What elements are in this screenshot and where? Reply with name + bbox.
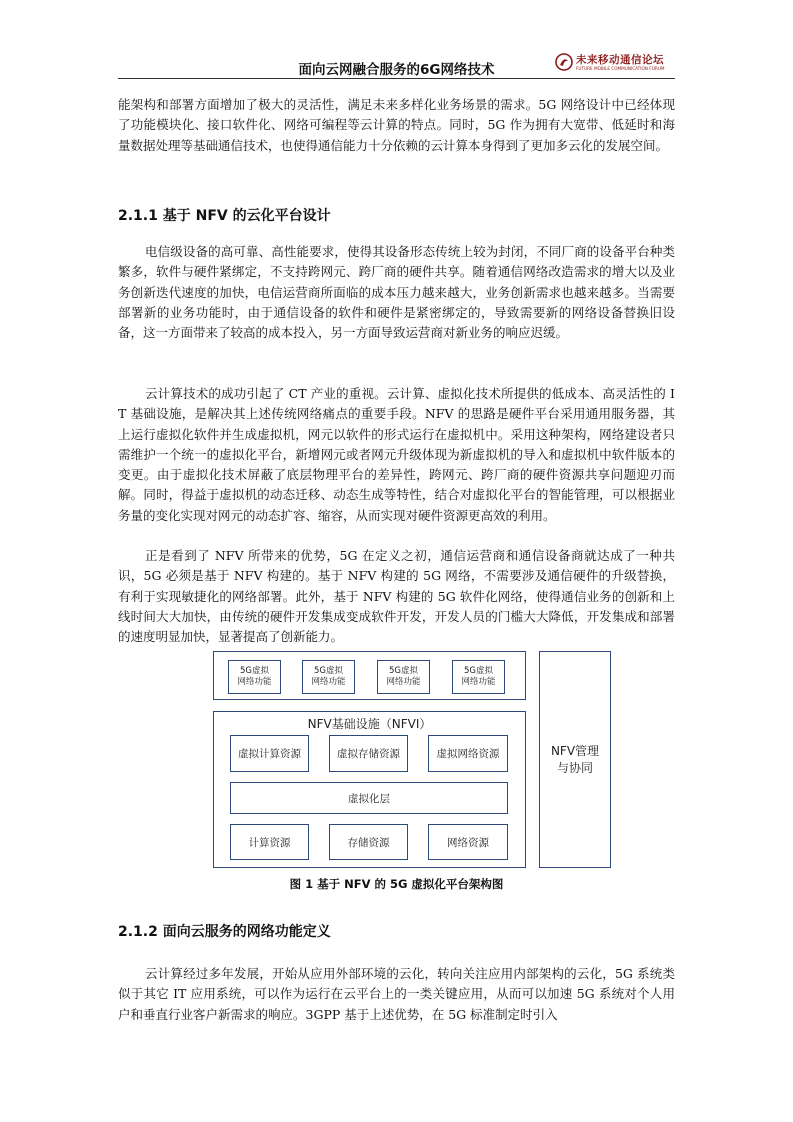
vnf-box: 5G虚拟 网络功能: [452, 660, 505, 694]
page-header: [118, 50, 675, 79]
vnf-box: 5G虚拟 网络功能: [377, 660, 430, 694]
virtualization-layer-box: 虚拟化层: [230, 782, 508, 814]
network-resource-box: 网络资源: [428, 824, 508, 860]
paragraph-4: 云计算经过多年发展，开始从应用外部环境的云化，转向关注应用内部架构的云化，5G 系统类似于其它 IT 应用系统，可以作为运行在云平台上的一类关键应用，从而可以加速 5G 系统对个人用户和垂直行业客户新需求的响应。3GPP 基于上述优势，在 5G 标准制定时引入: [118, 966, 675, 1022]
forum-logo-subtext: FUTURE MOBILE COMMUNICATION FORUM: [576, 66, 665, 71]
intro-paragraph: 能架构和部署方面增加了极大的灵活性，满足未来多样化业务场景的需求。5G 网络设计中已经体现了功能模块化、接口软件化、网络可编程等云计算的特点。同时，5G 作为拥有大宽带、低延时和海量数据处理等基础通信技术，也使得通信能力十分依赖的云计算本身得到了更加多云化的发展空间。: [118, 97, 675, 153]
forum-logo: [555, 50, 675, 76]
section-heading-2-1-1: 2.1.1 基于 NFV 的云化平台设计: [118, 208, 331, 224]
paragraph-2: 云计算技术的成功引起了 CT 产业的重视。云计算、虚拟化技术所提供的低成本、高灵活性的 IT 基础设施，是解决其上述传统网络痛点的重要手段。NFV 的思路是硬件平台采用通用服务器，其上运行虚拟化软件并生成虚拟机，网元以软件的形式运行在虚拟机中。采用这种架构，网络建设者只需维护一个统一的虚拟化平台，新增网元或者网元升级体现为新虚拟机的导入和虚拟机中软件版本的变更。由于虚拟化技术屏蔽了底层物理平台的差异性，跨网元、跨厂商的硬件资源共享问题迎刃而解。同时，得益于虚拟机的动态迁移、动态生成等特性，结合对虚拟化平台的智能管理，可以根据业务量的变化实现对网元的动态扩容、缩容，从而实现对硬件资源更高效的利用。: [118, 386, 675, 523]
header-title: 面向云网融合服务的6G网络技术: [298, 62, 495, 78]
storage-resource-box: 存储资源: [329, 824, 408, 860]
nfv-mano-box: NFV管理 与协同: [539, 651, 611, 868]
virtual-storage-box: 虚拟存储资源: [329, 735, 408, 772]
compute-resource-box: 计算资源: [230, 824, 309, 860]
forum-logo-text: 未来移动通信论坛: [576, 54, 664, 66]
section-heading-2-1-2: 2.1.2 面向云服务的网络功能定义: [118, 924, 331, 940]
paragraph-1: 电信级设备的高可靠、高性能要求，使得其设备形态传统上较为封闭，不同厂商的设备平台种类繁多，软件与硬件紧绑定，不支持跨网元、跨厂商的硬件共享。随着通信网络改造需求的增大以及业务创新迭代速度的加快，电信运营商所面临的成本压力越来越大，业务创新需求也越来越多。当需要部署新的业务功能时，由于通信设备的软件和硬件是紧密绑定的，导致需要新的网络设备替换旧设备，这一方面带来了较高的成本投入，另一方面导致运营商对新业务的响应迟缓。: [118, 244, 675, 341]
nfvi-title: NFV基础设施（NFVI）: [307, 717, 432, 731]
forum-logo-icon: [555, 53, 573, 71]
virtual-compute-box: 虚拟计算资源: [230, 735, 309, 772]
paragraph-3: 正是看到了 NFV 所带来的优势，5G 在定义之初，通信运营商和通信设备商就达成了一种共识，5G 必须是基于 NFV 构建的。基于 NFV 构建的 5G 网络，不需要涉及通信硬件的升级替换，有利于实现敏捷化的网络部署。此外，基于 NFV 构建的 5G 软件化网络，使得通信业务的创新和上线时间大大加快，由传统的硬件开发集成变成软件开发，开发人员的门槛大大降低，开发集成和部署的速度明显加快，显著提高了创新能力。: [118, 548, 675, 645]
virtual-network-box: 虚拟网络资源: [428, 735, 508, 772]
figure-caption: 图 1 基于 NFV 的 5G 虚拟化平台架构图: [289, 877, 504, 891]
vnf-box: 5G虚拟 网络功能: [228, 660, 281, 694]
vnf-box: 5G虚拟 网络功能: [302, 660, 355, 694]
